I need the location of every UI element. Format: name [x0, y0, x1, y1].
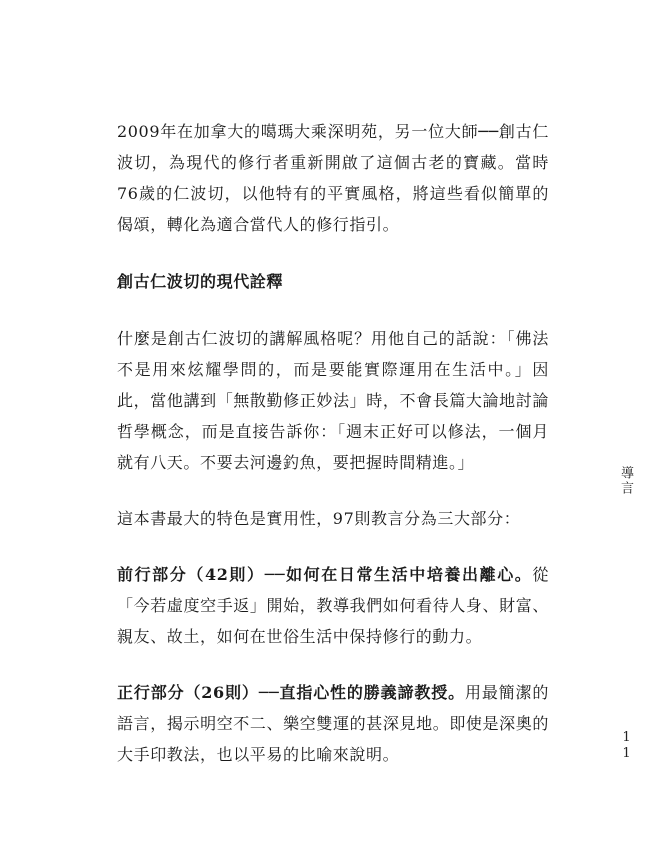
page-number: 11	[619, 730, 634, 762]
paragraph-gap	[117, 478, 549, 503]
preliminary-body: 從「今若虛度空手返」開始，教導我們如何看待人身、財富、親友、故土，如何在世俗生活中保持修行的動力。	[117, 565, 549, 646]
paragraph-style: 什麼是創古仁波切的講解風格呢？用他自己的話說：「佛法不是用來炫耀學問的，而是要能實際運用在生活中。」因此，當他講到「無散勤修正妙法」時，不會長篇大論地討論哲學概念，而是直接告訴你：「週末正好可以修法，一個月就有八天。不要去河邊釣魚，要把握時間精進。」	[117, 329, 549, 472]
main-practice-lead: 正行部分（26則）──直指心性的勝義諦教授。	[117, 683, 465, 702]
running-head: 導言	[618, 466, 633, 496]
paragraph-main-practice	[117, 677, 549, 770]
paragraph-gap	[117, 652, 549, 677]
paragraph-gap	[117, 297, 549, 323]
section-heading: 創古仁波切的現代詮釋	[117, 272, 284, 291]
paragraph-gap	[117, 534, 549, 559]
preliminary-lead: 前行部分（42則）──如何在日常生活中培養出離心。	[117, 565, 533, 584]
paragraph-features: 這本書最大的特色是實用性，97則教言分為三大部分：	[117, 509, 521, 528]
body-text	[117, 116, 549, 770]
paragraph-preliminary	[117, 559, 549, 652]
paragraph-intro: 2009年在加拿大的噶瑪大乘深明苑，另一位大師──創古仁波切，為現代的修行者重新開啟了這個古老的寶藏。當時76歲的仁波切，以他特有的平實風格，將這些看似簡單的偈頌，轉化為適合當代人的修行指引。	[117, 122, 549, 234]
main-practice-body: 用最簡潔的語言，揭示明空不二、樂空雙運的甚深見地。即使是深奧的大手印教法，也以平易的比喻來說明。	[117, 683, 549, 764]
paragraph-gap	[117, 240, 549, 266]
